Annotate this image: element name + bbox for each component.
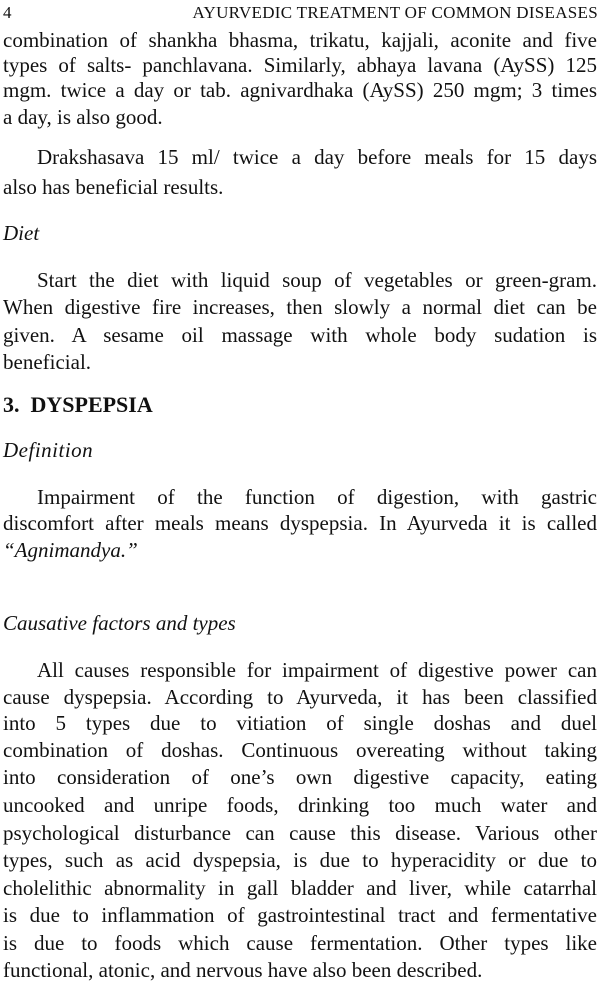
- text-line: is due to inflammation of gastrointestinal tract and fermentative: [3, 903, 597, 927]
- text-line: beneficial.: [3, 350, 92, 374]
- definition-term: “Agnimandya.”: [3, 538, 138, 562]
- definition-heading: Definition: [3, 438, 94, 462]
- text-line: combination of doshas. Continuous overeating without taking: [3, 738, 597, 762]
- text-line: discomfort after meals means dyspepsia. In Ayurveda it is called: [3, 511, 597, 535]
- running-title: AYURVEDIC TREATMENT OF COMMON DISEASES: [192, 3, 598, 22]
- diet-heading: Diet: [3, 221, 40, 245]
- section-heading: 3. DYSPEPSIA: [3, 392, 153, 417]
- text-line: given. A sesame oil massage with whole body sudation is: [3, 323, 597, 347]
- text-line: Drakshasava 15 ml/ twice a day before meals for 15 days: [37, 145, 597, 169]
- text-line: is due to foods which cause fermentation. Other types like: [3, 931, 597, 955]
- text-line: into consideration of one’s own digestive capacity, eating: [3, 765, 597, 789]
- text-line: All causes responsible for impairment of digestive power can: [37, 658, 597, 682]
- text-line: also has beneficial results.: [3, 175, 224, 199]
- text-line: types of salts- panchlavana. Similarly, abhaya lavana (AySS) 125: [3, 53, 597, 77]
- text-line: into 5 types due to vitiation of single doshas and duel: [3, 711, 597, 735]
- text-line: Impairment of the function of digestion, with gastric: [37, 485, 597, 509]
- text-line: cause dyspepsia. According to Ayurveda, it has been classified: [3, 685, 597, 709]
- text-line: psychological disturbance can cause this disease. Various other: [3, 821, 597, 845]
- text-line: cholelithic abnormality in gall bladder and liver, while catarrhal: [3, 876, 597, 900]
- page-number: 4: [3, 3, 12, 22]
- text-line: Start the diet with liquid soup of vegetables or green-gram.: [37, 268, 597, 292]
- text-line: mgm. twice a day or tab. agnivardhaka (AySS) 250 mgm; 3 times: [3, 78, 597, 102]
- text-line: uncooked and unripe foods, drinking too much water and: [3, 793, 597, 817]
- text-line: types, such as acid dyspepsia, is due to hyperacidity or due to: [3, 848, 597, 872]
- text-line: When digestive fire increases, then slowly a normal diet can be: [3, 295, 597, 319]
- text-line: combination of shankha bhasma, trikatu, kajjali, aconite and five: [3, 28, 597, 52]
- text-line: functional, atonic, and nervous have also been described.: [3, 958, 483, 982]
- text-line: a day, is also good.: [3, 105, 163, 129]
- causes-heading: Causative factors and types: [3, 611, 236, 635]
